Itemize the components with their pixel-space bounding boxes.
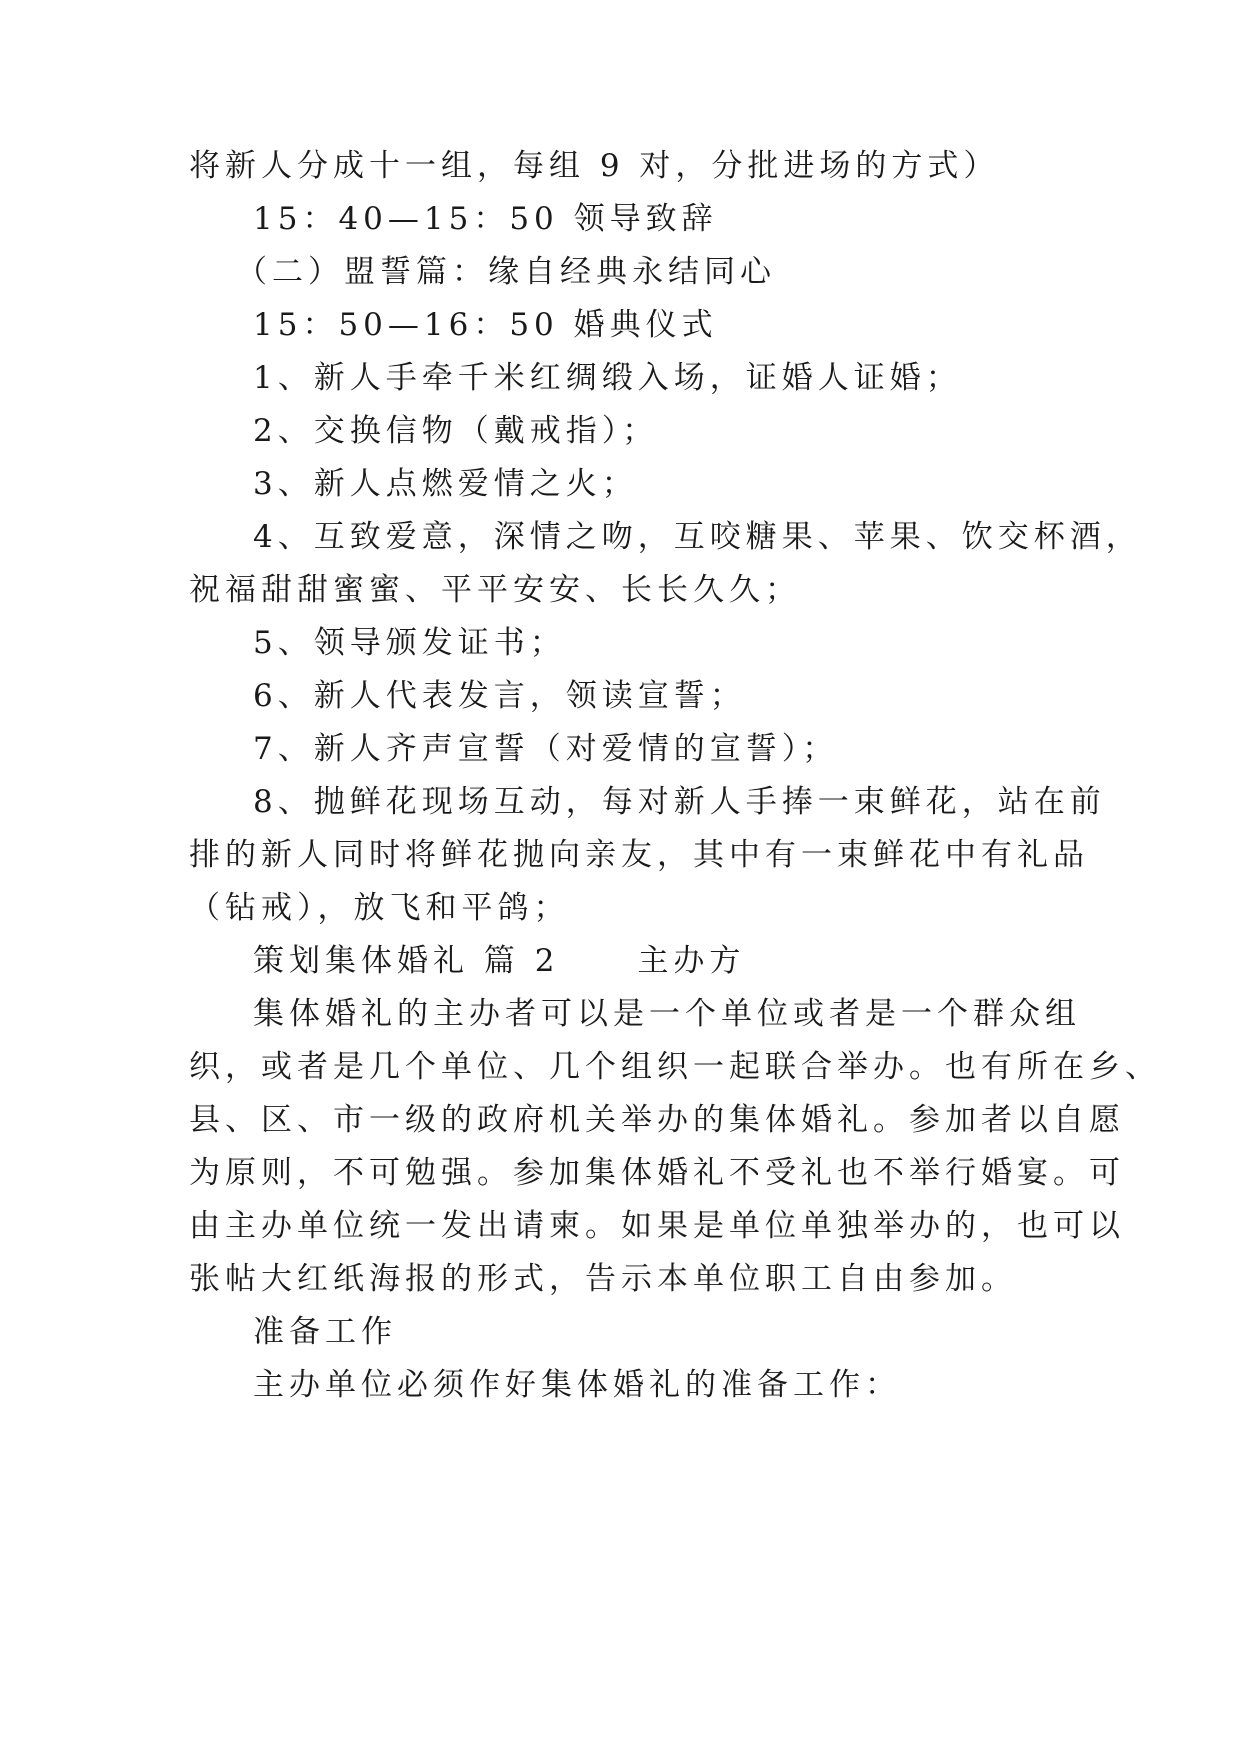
paragraph-line: 织，或者是几个单位、几个组织一起联合举办。也有所在乡、	[189, 1049, 1161, 1085]
schedule-line: 15：40—15：50 领导致辞	[253, 201, 718, 237]
list-item: 6、新人代表发言，领读宣誓；	[253, 678, 746, 714]
section-subtitle: 主办方	[637, 943, 746, 979]
paragraph-line: 县、区、市一级的政府机关举办的集体婚礼。参加者以自愿	[189, 1102, 1125, 1138]
section-heading	[253, 941, 745, 981]
paragraph-line: 主办单位必须作好集体婚礼的准备工作：	[253, 1367, 901, 1403]
text-line: 将新人分成十一组，每组 9 对，分批进场的方式）	[189, 148, 1000, 184]
paragraph-line: 张帖大红纸海报的形式，告示本单位职工自由参加。	[189, 1261, 1017, 1297]
list-item-continuation: （钻戒），放飞和平鸽；	[189, 890, 570, 926]
paragraph-line: 由主办单位统一发出请柬。如果是单位单独举办的，也可以	[189, 1208, 1125, 1244]
list-item: 3、新人点燃爱情之火；	[253, 466, 638, 502]
list-item: 2、交换信物（戴戒指）；	[253, 413, 659, 449]
subheading: 准备工作	[253, 1314, 397, 1350]
section-title: 策划集体婚礼 篇 2	[253, 943, 560, 979]
list-item: 1、新人手牵千米红绸缎入场，证婚人证婚；	[253, 360, 962, 396]
list-item: 5、领导颁发证书；	[253, 625, 566, 661]
paragraph-line: 集体婚礼的主办者可以是一个单位或者是一个群众组	[253, 996, 1081, 1032]
list-item-continuation: 祝福甜甜蜜蜜、平平安安、长长久久；	[189, 572, 801, 608]
schedule-line: 15：50—16：50 婚典仪式	[253, 307, 718, 343]
subsection-heading: （二）盟誓篇：缘自经典永结同心	[236, 254, 776, 290]
list-item: 8、抛鲜花现场互动，每对新人手捧一束鲜花，站在前	[253, 784, 1106, 820]
list-item: 4、互致爱意，深情之吻，互咬糖果、苹果、饮交杯酒，	[253, 519, 1142, 555]
list-item: 7、新人齐声宣誓（对爱情的宣誓）；	[253, 731, 839, 767]
list-item-continuation: 排的新人同时将鲜花抛向亲友，其中有一束鲜花中有礼品	[189, 837, 1089, 873]
paragraph-line: 为原则，不可勉强。参加集体婚礼不受礼也不举行婚宴。可	[189, 1155, 1125, 1191]
